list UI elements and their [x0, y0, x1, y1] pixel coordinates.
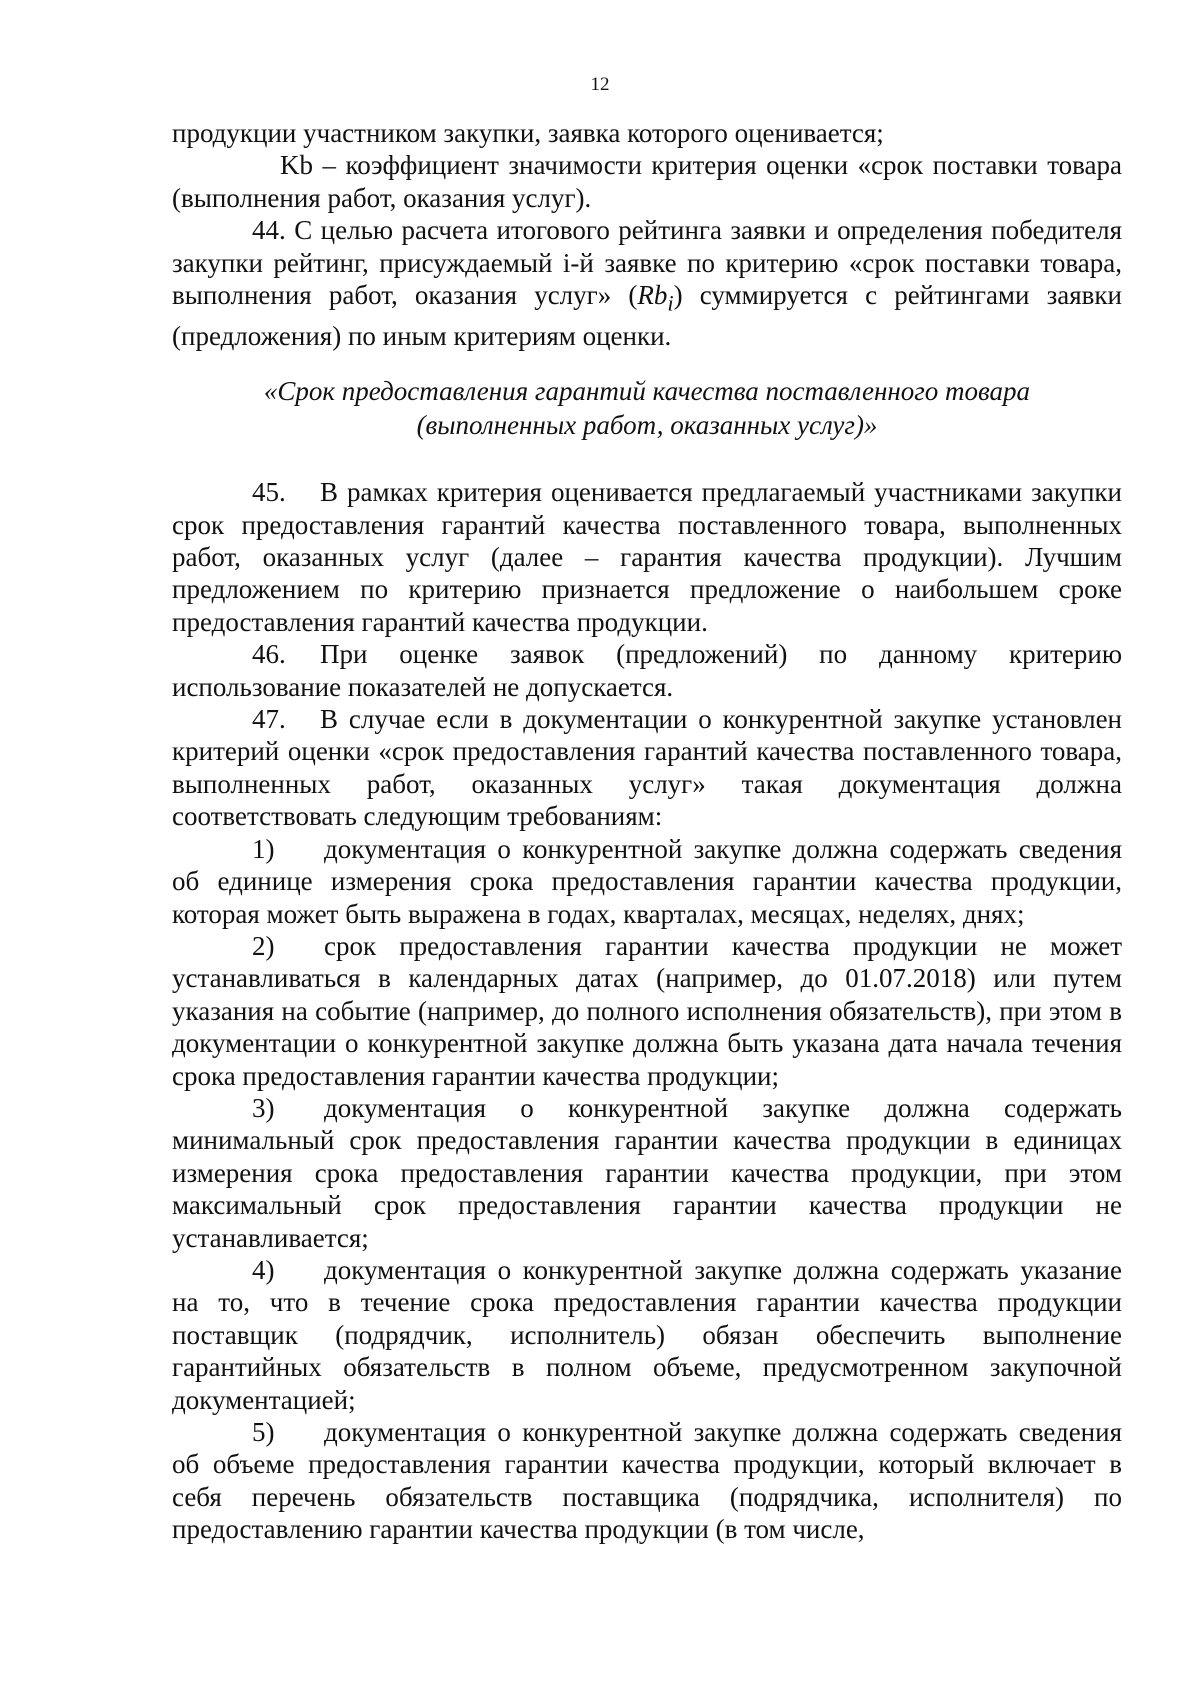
- clause-44: [172, 214, 1122, 352]
- clause-number: 47.: [252, 704, 286, 735]
- section-heading: [172, 374, 1122, 442]
- item-text: срок предоставления гарантии качества продукции не может устанавливаться в календарных датах (например, до 01.07.2018) или путем указания на событие (например, до полного исполнения обязательств), при этом в документации о конкурентной закупке должна быть указана дата начала течения срока предоставления гарантии качества продукции;: [172, 930, 1122, 1091]
- item-number: 5): [252, 1417, 275, 1448]
- item-text: документация о конкурентной закупке должна содержать указание на то, что в течение срока предоставления гарантии качества продукции поставщик (подрядчик, исполнитель) обязан обеспечить выполнение гарантийных обязательств в полном объеме, предусмотренном закупочной документацией;: [172, 1254, 1122, 1415]
- item-number: 1): [252, 833, 275, 864]
- clause-46: [172, 638, 1122, 703]
- clause-text-end: ) суммируется с рейтингами заявки (предложения) по иным критериям оценки.: [172, 280, 1122, 351]
- list-item: [172, 833, 1122, 930]
- list-item: [172, 1254, 1122, 1416]
- heading-line: «Срок предоставления гарантий качества поставленного товара: [263, 376, 1031, 407]
- clause-text: В случае если в документации о конкурентной закупке установлен критерий оценки «срок предоставления гарантий качества поставленного товара, выполненных работ, оказанных услуг» такая документация должна соответствовать следующим требованиям:: [172, 704, 1122, 832]
- clause-number: 45.: [252, 477, 286, 508]
- heading-line: (выполненных работ, оказанных услуг)»: [416, 410, 878, 441]
- clause-47: [172, 703, 1122, 833]
- list-item: [172, 1092, 1122, 1254]
- item-number: 3): [252, 1092, 275, 1123]
- list-item: [172, 1416, 1122, 1546]
- item-text: документация о конкурентной закупке должна содержать сведения об объеме предоставления гарантии качества продукции, который включает в себя перечень обязательств поставщика (подрядчика, исполнителя) по предоставлению гарантии качества продукции (в том числе,: [172, 1417, 1122, 1545]
- clause-number: 46.: [252, 639, 286, 670]
- clause-text: При оценке заявок (предложений) по данному критерию использование показателей не допускается.: [172, 639, 1122, 702]
- clause-45: [172, 476, 1122, 638]
- page-number: 12: [590, 74, 610, 95]
- item-text: документация о конкурентной закупке должна содержать минимальный срок предоставления гарантии качества продукции в единицах измерения срока предоставления гарантии качества продукции, при этом максимальный срок предоставления гарантии качества продукции не устанавливается;: [172, 1092, 1122, 1253]
- document-body: [172, 117, 1122, 1546]
- formula-rb: $Rb_i$: [637, 280, 674, 316]
- paragraph-continuation: продукции участником закупки, заявка которого оценивается;: [172, 118, 884, 148]
- paragraph-kb-definition: Kb – коэффициент значимости критерия оценки «срок поставки товара (выполнения работ, оказания услуг).: [172, 150, 1122, 213]
- item-number: 2): [252, 930, 275, 961]
- clause-number: 44.: [252, 215, 286, 246]
- item-text: документация о конкурентной закупке должна содержать сведения об единице измерения срока предоставления гарантии качества продукции, которая может быть выражена в годах, кварталах, месяцах, неделях, днях;: [172, 833, 1122, 929]
- clause-text: С целью расчета итогового рейтинга заявки и определения победителя закупки рейтинг, присуждаемый i-й заявке по критерию «срок поставки товара, выполнения работ, оказания услуг» (: [172, 215, 1122, 311]
- clause-text: В рамках критерия оценивается предлагаемый участниками закупки срок предоставления гарантий качества поставленного товара, выполненных работ, оказанных услуг (далее – гарантия качества продукции). Лучшим предложением по критерию признается предложение о наибольшем сроке предоставления гарантий качества продукции.: [172, 477, 1122, 637]
- item-number: 4): [252, 1254, 275, 1285]
- list-item: [172, 930, 1122, 1092]
